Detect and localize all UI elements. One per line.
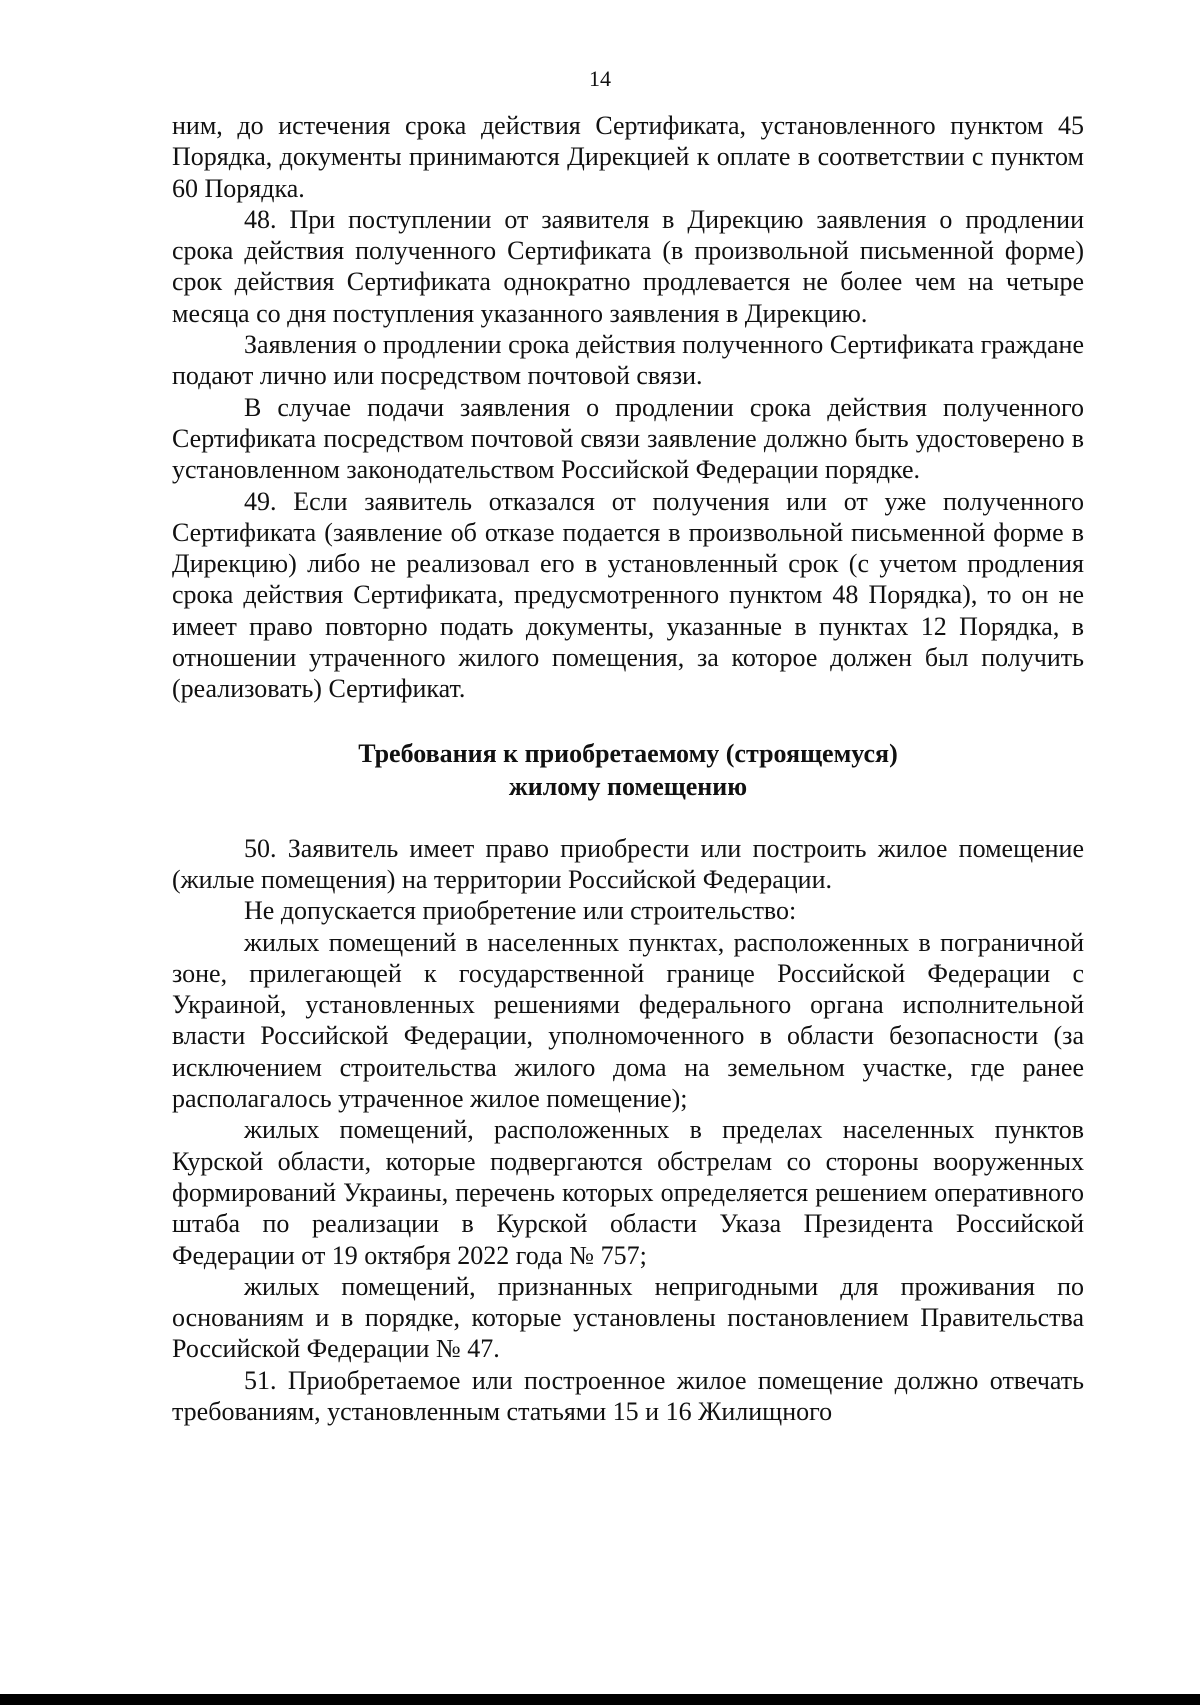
paragraph: Не допускается приобретение или строительство: [244,896,797,926]
scan-bottom-edge [0,1694,1200,1705]
list-item: жилых помещений, расположенных в пределах населенных пунктов Курской области, которые подвергаются обстрелам со стороны вооруженных формирований Украины, перечень которых определяется решением оперативного штаба по реализации в Курской области Указа Президента Российской Федерации от 19 октября 2022 года № 757; [172,1115,1084,1270]
paragraph-item-49: 49. Если заявитель отказался от получения или от уже полученного Сертификата (заявление об отказе подается в произвольной письменной форме в Дирекцию) либо не реализовал его в установленный срок (с учетом продления срока действия Сертификата, предусмотренного пунктом 48 Порядка), то он не имеет право повторно подать документы, указанные в пунктах 12 Порядка, в отношении утраченного жилого помещения, за которое должен был получить (реализовать) Сертификат. [172,486,1084,704]
paragraph-item-50: 50. Заявитель имеет право приобрести или построить жилое помещение (жилые помещения) на территории Российской Федерации. [172,833,1084,894]
paragraph-item-51: 51. Приобретаемое или построенное жилое помещение должно отвечать требованиям, установленным статьями 15 и 16 Жилищного [172,1365,1084,1426]
paragraph-item-48: 48. При поступлении от заявителя в Дирекцию заявления о продлении срока действия полученного Сертификата (в произвольной письменной форме) срок действия Сертификата однократно продлевается не более чем на четыре месяца со дня поступления указанного заявления в Дирекцию. [172,204,1084,328]
paragraph-continuation: ним, до истечения срока действия Сертификата, установленного пунктом 45 Порядка, документы принимаются Дирекцией к оплате в соответствии с пунктом 60 Порядка. [172,111,1084,203]
list-item: жилых помещений, признанных непригодными для проживания по основаниям и в порядке, которые установлены постановлением Правительства Российской Федерации № 47. [172,1271,1084,1364]
page-number: 14 [589,66,611,91]
paragraph: Заявления о продлении срока действия полученного Сертификата граждане подают лично или посредством почтовой связи. [172,330,1084,391]
list-item: жилых помещений в населенных пунктах, расположенных в пограничной зоне, прилегающей к государственной границе Российской Федерации с Украиной, установленных решениями федерального органа исполнительной власти Российской Федерации, уполномоченного в области безопасности (за исключением строительства жилого дома на земельном участке, где ранее располагалось утраченное жилое помещение); [172,927,1084,1114]
section-heading-line: Требования к приобретаемому (строящемуся) [358,738,898,768]
section-heading [172,737,1084,803]
paragraph: В случае подачи заявления о продлении срока действия полученного Сертификата посредством почтовой связи заявление должно быть удостоверено в установленном законодательством Российской Федерации порядке. [172,392,1084,485]
document-body [172,110,1084,1427]
section-heading-line: жилому помещению [508,771,748,801]
